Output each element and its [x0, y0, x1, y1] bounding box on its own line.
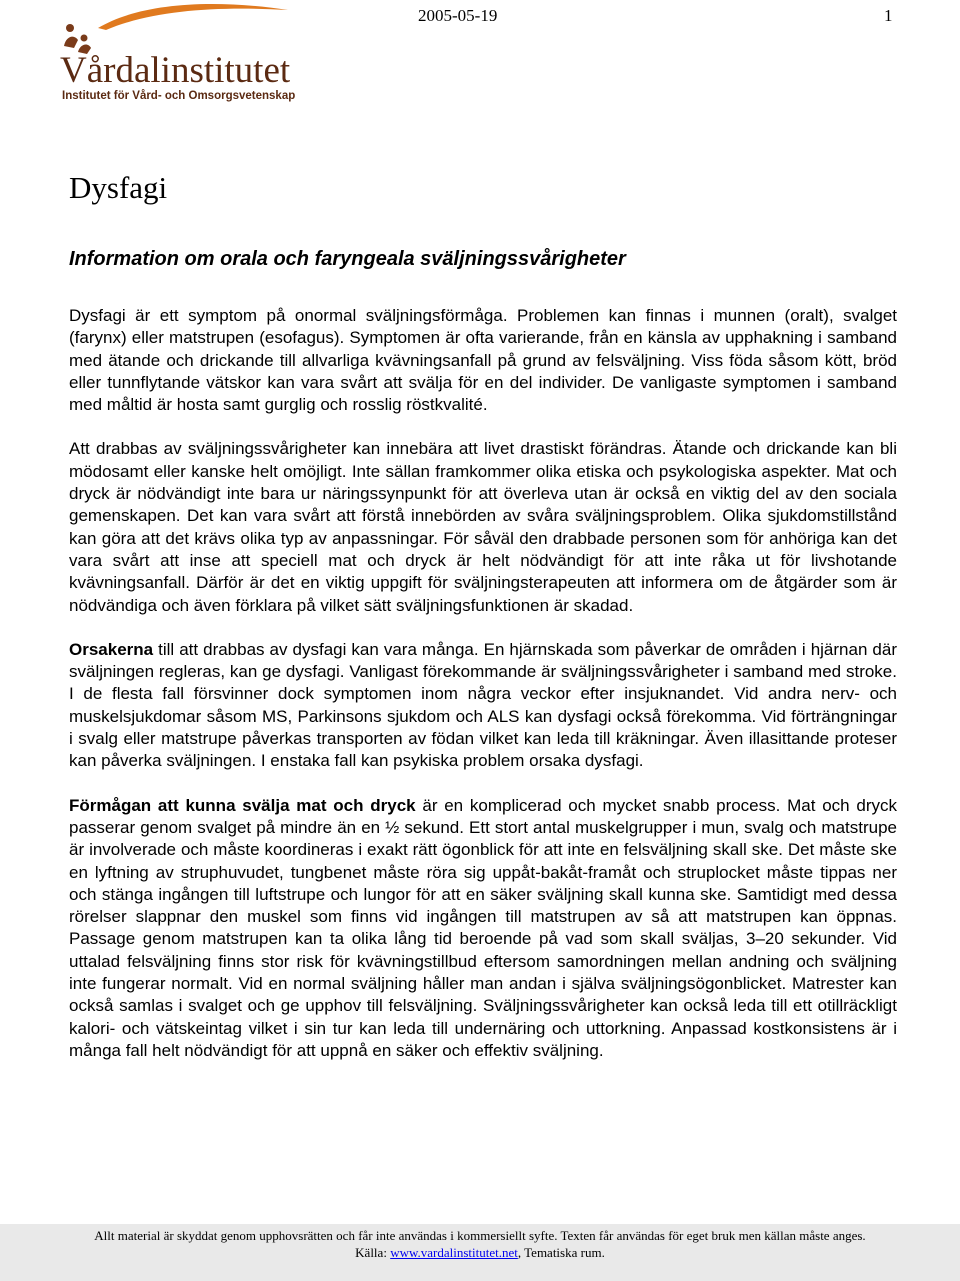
footer-source [0, 1244, 960, 1261]
footer-copyright: Allt material är skyddat genom upphovsrätten och får inte användas i kommersiellt syfte. Texten får användas för eget bruk men källan måste anges. [94, 1228, 866, 1243]
document-body [69, 305, 897, 1084]
document-subtitle: Information om orala och faryngeala sväljningssvårigheter [69, 248, 626, 270]
paragraph-swallowing [69, 795, 897, 1063]
footer-source-link[interactable]: www.vardalinstitutet.net [390, 1245, 518, 1260]
page-footer [0, 1224, 960, 1281]
paragraph-consequences: Att drabbas av sväljningssvårigheter kan innebära att livet drastiskt förändras. Ätande och drickande kan bli mödosamt eller kanske helt omöjligt. Inte sällan framkommer olika etiska och psykologiska aspekter. Mat och dryck är nödvändigt inte bara ur näringssynpunkt för att överleva utan är också en viktig del av den sociala gemenskapen. Det kan vara svårt att förstå innebörden av svåra sväljningsproblem. Olika sjukdomstillstånd kan göra att det krävs olika typ av anpassningar. För såväl den drabbade personen som för anhöriga kan det vara svårt att inse att speciell mat och dryck är helt nödvändigt för att inte råka ut för livshotande kvävningsanfall. Därför är det en viktig uppgift för sväljningsterapeuten att informera om de åtgärder som är nödvändiga och även förklara på vilket sätt sväljningsfunktionen är skadad. [69, 439, 897, 615]
vardalinstitutet-logo [58, 0, 308, 104]
paragraph-symptoms: Dysfagi är ett symptom på onormal sväljningsförmåga. Problemen kan finnas i munnen (oralt), svalget (farynx) eller matstrupen (esofagus). Symptomen är ofta varierande, från en känsla av upphakning i samband med ätande och drickande till allvarliga kvävningsanfall på grund av felsväljning. Viss föda såsom kött, bröd eller tunnflytande vätskor kan vara svårt att svälja för en del individer. De vanligaste symptomen i samband med måltid är hosta samt gurglig och rosslig röstkvalité. [69, 306, 897, 415]
header-date: 2005-05-19 [418, 6, 498, 25]
causes-lead: Orsakerna [69, 639, 154, 659]
paragraph-causes [69, 639, 897, 773]
footer-source-sep: : [383, 1245, 391, 1260]
document-title: Dysfagi [69, 170, 168, 205]
footer-source-label: Källa [355, 1245, 384, 1260]
footer-source-rest: , Tematiska rum. [517, 1245, 605, 1260]
causes-text: till att drabbas av dysfagi kan vara många. En hjärnskada som påverkar de områden i hjärnan där sväljningen regleras, kan ge dysfagi. Vanligast förekommande är sväljningssvårigheter i samband med stroke. I de flesta fall försvinner dock symptomen inom några veckor efter insjuknandet. Vid andra nerv- och muskelsjukdomar såsom MS, Parkinsons sjukdom och ALS kan dysfagi också förekomma. Vid förträngningar i svalg eller matstrupe påverkas transporten av födan vilket kan leda till kräkningar. Även illasittande proteser kan påverka sväljningen. I enstaka fall kan psykiska problem orsaka dysfagi. [69, 639, 897, 771]
swallowing-text: är en komplicerad och mycket snabb process. Mat och dryck passerar genom svalget på mindre än en ½ sekund. Ett stort antal muskelgrupper i mun, svalg och matstrupe är involverade och måste koordineras i exakt rätt ögonblick för att inte en felsväljning skall ske. Det måste ske en lyftning av struphuvudet, tungbenet måste röra sig uppåt-bakåt-framåt och struplocket måste tippas ner och stänga ingången till luftstrupe och lungor för att en säker sväljning skall kunna ske. Samtidigt med dessa rörelser slappnar den muskel som finns vid ingången till matstrupen av så att matstrupen kan öppnas. Passage genom matstrupen kan ta olika lång tid beroende på vad som skall sväljas, 3–20 sekunder. Vid uttalad felsväljning finns stor risk för kvävningstillbud eftersom samordningen mellan andning och sväljning inte fungerar normalt. Vid en normal sväljning håller man andan i själva sväljningsögonblicket. Matrester kan också samlas i svalget och ge upphov till felsväljning. Sväljningssvårigheter kan också leda till ett otillräckligt kalori- och vätskeintag vilket i sin tur kan leda till undernäring och uttorkning. Anpassad kostkonsistens är i många fall helt nödvändigt för att uppnå en säker och effektiv sväljning. [69, 795, 897, 1060]
logo-tagline: Institutet för Vård- och Omsorgsvetenskap [62, 90, 296, 102]
logo-name: Vårdalinstitutet [60, 50, 291, 91]
logo-swoosh [98, 4, 288, 30]
page-number: 1 [884, 6, 893, 25]
swallowing-lead: Förmågan att kunna svälja mat och dryck [69, 795, 416, 815]
